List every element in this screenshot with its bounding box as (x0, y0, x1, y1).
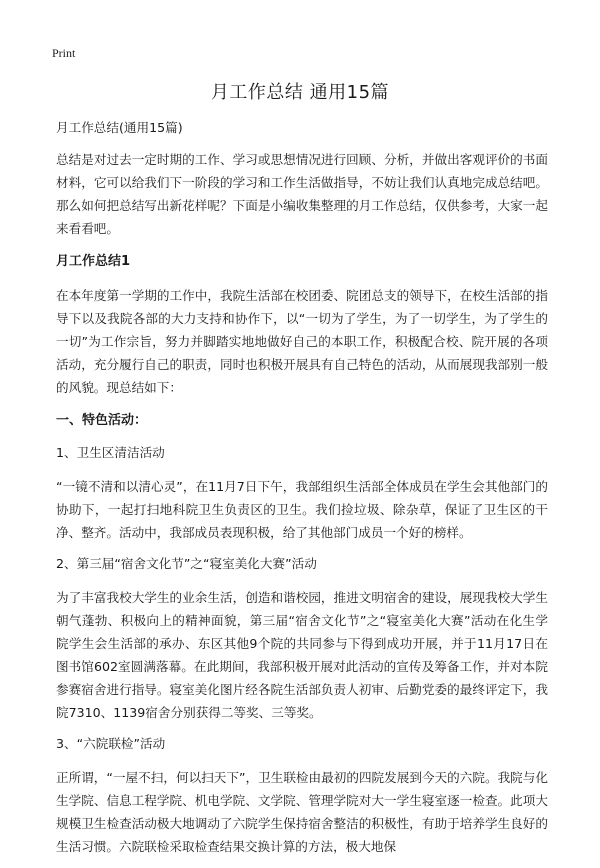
intro-paragraph: 总结是对过去一定时期的工作、学习或思想情况进行回顾、分析，并做出客观评价的书面材料，它可以给我们下一阶段的学习和工作生活做指导，不妨让我们认真地完成总结吧。那么如何把总结写出新花样呢？下面是小编收集整理的月工作总结，仅供参考，大家一起来看看吧。 (56, 152, 548, 236)
item2-paragraph: 为了丰富我校大学生的业余生活，创造和谐校园，推进文明宿舍的建设，展现我校大学生朝气蓬勃、积极向上的精神面貌，第三届“宿舍文化节”之“寝室美化大赛”活动在化生学院学生会生活部的承办、东区其他9个院的共同参与下得到成功开展，并于11月17日在图书馆602室圆满落幕。在此期间，我部积极开展对此活动的宣传及筹备工作，并对本院参赛宿舍进行指导。寝室美化图片经各院生活部负责人初审、后勤党委的最终评定下，我院7310、1139宿舍分别获得二等奖、三等奖。 (56, 590, 548, 720)
document-body (56, 118, 548, 868)
section1-paragraph: 在本年度第一学期的工作中，我院生活部在校团委、院团总支的领导下，在校生活部的指导下以及我院各部的大力支持和协作下，以“一切为了学生，为了一切学生，为了学生的一切”为工作宗旨，努力并脚踏实地地做好自己的本职工作，积极配合校、院开展的各项活动，充分履行自己的职责，同时也积极开展具有自己特色的活动，从而展现我部别一般的风貌。现总结如下： (56, 288, 548, 395)
item1-paragraph: “一镜不清和以清心灵”，在11月7日下午，我部组织生活部全体成员在学生会其他部门的协助下，一起打扫地科院卫生负责区的卫生。我们捡垃圾、除杂草，保证了卫生区的干净、整齐。活动中，我部成员表现积极，给了其他部门成员一个好的榜样。 (56, 479, 548, 540)
item3-paragraph: 正所谓，“一屋不扫，何以扫天下”，卫生联检由最初的四院发展到今天的六院。我院与化生学院、信息工程学院、机电学院、文学院、管理学院对大一学生寝室逐一检查。此项大规模卫生检查活动极大地调动了六院学生保持宿舍整洁的积极性，有助于培养学生良好的生活习惯。六院联检采取检查结果交换计算的方法，极大地保 (56, 770, 548, 854)
page-title: 月工作总结 通用15篇 (210, 82, 390, 103)
item1-heading: 1、卫生区清洁活动 (56, 445, 165, 460)
item2-heading: 2、第三届“宿舍文化节”之“寝室美化大赛”活动 (56, 556, 317, 571)
activities-heading: 一、特色活动： (56, 413, 148, 428)
document-subtitle: 月工作总结(通用15篇) (56, 120, 183, 135)
item3-heading: 3、“六院联检”活动 (56, 736, 166, 751)
print-link[interactable]: Print (52, 46, 76, 60)
section-heading-1: 月工作总结1 (56, 254, 131, 269)
